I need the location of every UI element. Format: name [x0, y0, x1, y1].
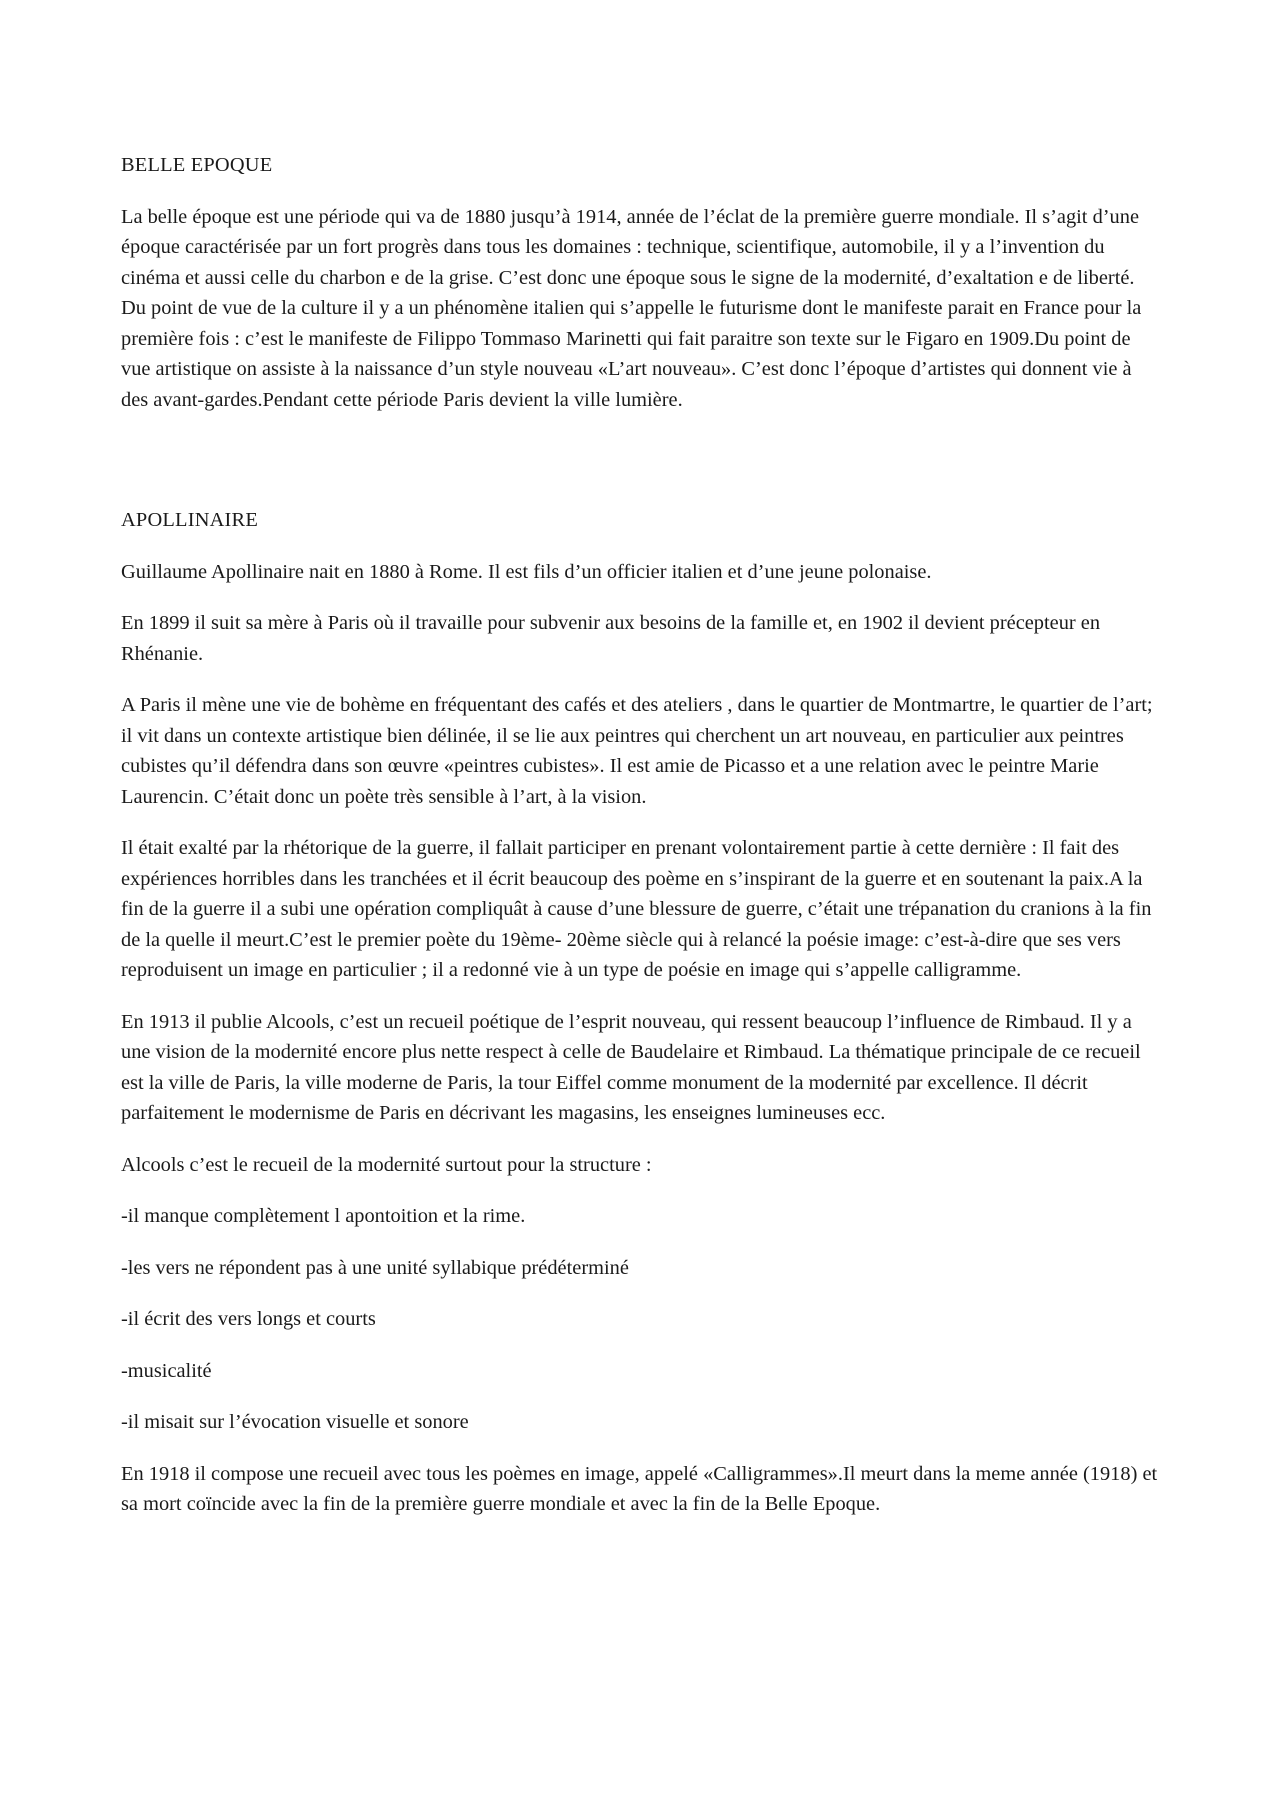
list-item-evocation: -il misait sur l’évocation visuelle et sonore: [121, 1411, 469, 1433]
paragraph-alcools: En 1913 il publie Alcools, c’est un recueil poétique de l’esprit nouveau, qui ressent beaucoup l’influence de Rimbaud. Il y a une vision de la modernité encore plus nette respect à celle de Baudelaire et Rimbaud. La thématique principale de ce recueil est la ville de Paris, la ville moderne de Paris, la tour Eiffel comme monument de la modernité par excellence. Il décrit parfaitement le modernisme de Paris en décrivant les magasins, les enseignes lumineuses ecc.: [121, 1010, 1141, 1124]
paragraph-structure-intro: Alcools c’est le recueil de la modernité surtout pour la structure :: [121, 1153, 652, 1176]
heading-belle-epoque: BELLE EPOQUE: [121, 154, 273, 176]
paragraph-birth: Guillaume Apollinaire nait en 1880 à Rome. Il est fils d’un officier italien et d’une jeune polonaise.: [121, 560, 932, 583]
paragraph-boheme: A Paris il mène une vie de bohème en fréquentant des cafés et des ateliers , dans le quartier de Montmartre, le quartier de l’art; il vit dans un contexte artistique bien délinée, il se lie aux peintres qui cherchent un art nouveau, en particulier aux peintres cubistes qu’il défendra dans son œuvre «peintres cubistes». Il est amie de Picasso et a une relation avec le peintre Marie Laurencin. C’était donc un poète très sensible à l’art, à la vision.: [121, 694, 1153, 808]
list-item-rime: -il manque complètement l apontoition et la rime.: [121, 1205, 526, 1227]
list-item-musicalite: -musicalité: [121, 1359, 212, 1382]
heading-apollinaire: APOLLINAIRE: [121, 509, 258, 531]
list-item-syllabique: -les vers ne répondent pas à une unité syllabique prédéterminé: [121, 1256, 629, 1279]
document-page: [121, 150, 1161, 1541]
paragraph-belle-epoque: La belle époque est une période qui va de 1880 jusqu’à 1914, année de l’éclat de la première guerre mondiale. Il s’agit d’une époque caractérisée par un fort progrès dans tous les domaines : technique, scientifique, automobile, il y a l’invention du cinéma et aussi celle du charbon e de la grise. C’est donc une époque sous le signe de la modernité, d’exaltation e de liberté. Du point de vue de la culture il y a un phénomène italien qui s’appelle le futurisme dont le manifeste parait en France pour la première fois : c’est le manifeste de Filippo Tommaso Marinetti qui fait paraitre son texte sur le Figaro en 1909.Du point de vue artistique on assiste à la naissance d’un style nouveau «L’art nouveau». C’est donc l’époque d’artistes qui donnent vie à des avant-gardes.Pendant cette période Paris devient la ville lumière.: [121, 205, 1142, 411]
section-spacer: [121, 436, 1161, 505]
paragraph-calligrammes: En 1918 il compose une recueil avec tous les poèmes en image, appelé «Calligrammes».Il meurt dans la meme année (1918) et sa mort coïncide avec la fin de la première guerre mondiale et avec la fin de la Belle Epoque.: [121, 1462, 1158, 1515]
paragraph-paris-move: En 1899 il suit sa mère à Paris où il travaille pour subvenir aux besoins de la famille et, en 1902 il devient précepteur en Rhénanie.: [121, 612, 1101, 665]
paragraph-war: Il était exalté par la rhétorique de la guerre, il fallait participer en prenant volontairement partie à cette dernière : Il fait des expériences horribles dans les tranchées et il écrit beaucoup des poème en s’inspirant de la guerre et en soutenant la paix.A la fin de la guerre il a subi une opération compliquât à cause d’une blessure de guerre, c’était une trépanation du cranions à la fin de la quelle il meurt.C’est le premier poète du 19ème- 20ème siècle qui à relancé la poésie image: c’est-à-dire que ses vers reproduisent un image en particulier ; il a redonné vie à un type de poésie en image qui s’appelle calligramme.: [121, 837, 1152, 981]
list-item-vers: -il écrit des vers longs et courts: [121, 1308, 376, 1330]
